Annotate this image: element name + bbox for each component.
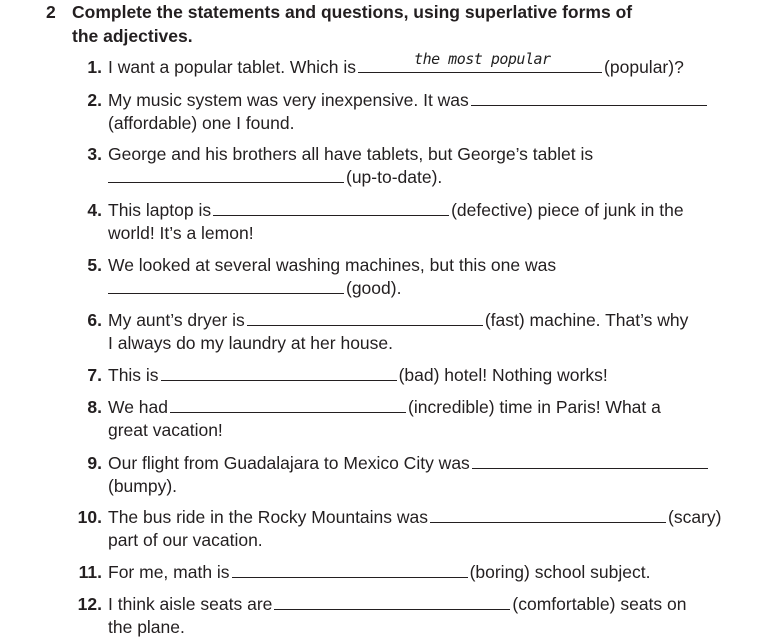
item-number: 11.: [78, 562, 102, 582]
item-line: [108, 593, 687, 616]
answer-blank[interactable]: [232, 561, 468, 578]
item-text-after: (defective) piece of junk in the: [451, 200, 684, 220]
answer-blank[interactable]: [170, 396, 406, 413]
answer-blank[interactable]: [161, 364, 397, 381]
exercise-instruction: Complete the statements and questions, using superlative forms of the adjectives.: [72, 2, 633, 46]
answer-blank[interactable]: [471, 89, 707, 106]
item-number: 2.: [87, 90, 102, 110]
item-text-after: (boring) school subject.: [469, 562, 651, 582]
item-text-after: (scary): [668, 507, 722, 527]
item-number: 4.: [87, 200, 102, 220]
item-text: For me, math is: [108, 562, 230, 582]
item-line: [108, 199, 684, 222]
answer-blank[interactable]: [247, 309, 483, 326]
item-text: This is: [108, 365, 159, 385]
item-number: 12.: [77, 594, 102, 614]
item-text-after: (fast) machine. That’s why: [484, 310, 689, 330]
item-line: We looked at several washing machines, but this one was: [108, 255, 557, 275]
item-text-after: (good).: [346, 278, 402, 298]
item-text-after: (incredible) time in Paris! What a: [408, 397, 661, 417]
item-number: 1.: [87, 57, 102, 77]
answer-blank[interactable]: [108, 166, 344, 183]
item-line-2: [108, 166, 442, 189]
item-text: My music system was very inexpensive. It was: [108, 90, 469, 110]
answer-blank[interactable]: [274, 593, 510, 610]
item-line-2: (affordable) one I found.: [108, 113, 295, 133]
item-line-2: (bumpy).: [108, 476, 178, 496]
answer-blank[interactable]: [213, 199, 449, 216]
item-number: 8.: [87, 397, 102, 417]
handwritten-answer: the most popular: [414, 50, 551, 68]
item-line: [108, 561, 650, 584]
answer-blank[interactable]: [430, 506, 666, 523]
item-number: 7.: [87, 365, 102, 385]
answer-blank[interactable]: [108, 277, 344, 294]
item-text: I think aisle seats are: [108, 594, 273, 614]
item-line: [108, 452, 710, 475]
item-text-after: (popular)?: [604, 57, 684, 77]
item-line-2: the plane.: [108, 617, 185, 637]
item-text-after: (up-to-date).: [346, 167, 443, 187]
item-line: [108, 309, 688, 332]
item-text: We had: [108, 397, 168, 417]
item-text: The bus ride in the Rocky Mountains was: [108, 507, 429, 527]
item-text: This laptop is: [108, 200, 212, 220]
item-line-2: [108, 277, 401, 300]
item-number: 5.: [87, 255, 102, 275]
item-number: 6.: [87, 310, 102, 330]
item-line-2: world! It’s a lemon!: [108, 223, 254, 243]
item-text-after: (comfortable) seats on: [512, 594, 687, 614]
item-text-after: (bad) hotel! Nothing works!: [398, 365, 608, 385]
exercise-number: 2: [46, 2, 56, 22]
item-line: [108, 396, 661, 419]
item-line-2: part of our vacation.: [108, 530, 263, 550]
item-text: I want a popular tablet. Which is: [108, 57, 357, 77]
answer-blank[interactable]: [358, 50, 602, 73]
item-line-2: I always do my laundry at her house.: [108, 333, 394, 353]
item-number: 3.: [87, 144, 102, 164]
item-line: George and his brothers all have tablets, but George’s tablet is: [108, 144, 594, 164]
item-line: [108, 506, 722, 529]
item-number: 9.: [87, 453, 102, 473]
item-text: My aunt’s dryer is: [108, 310, 245, 330]
answer-blank[interactable]: [472, 452, 708, 469]
item-line: [108, 364, 608, 387]
item-text: Our flight from Guadalajara to Mexico City was: [108, 453, 470, 473]
item-line-2: great vacation!: [108, 420, 223, 440]
item-number: 10.: [77, 507, 102, 527]
item-line: [108, 89, 709, 112]
item-line: [108, 50, 684, 79]
